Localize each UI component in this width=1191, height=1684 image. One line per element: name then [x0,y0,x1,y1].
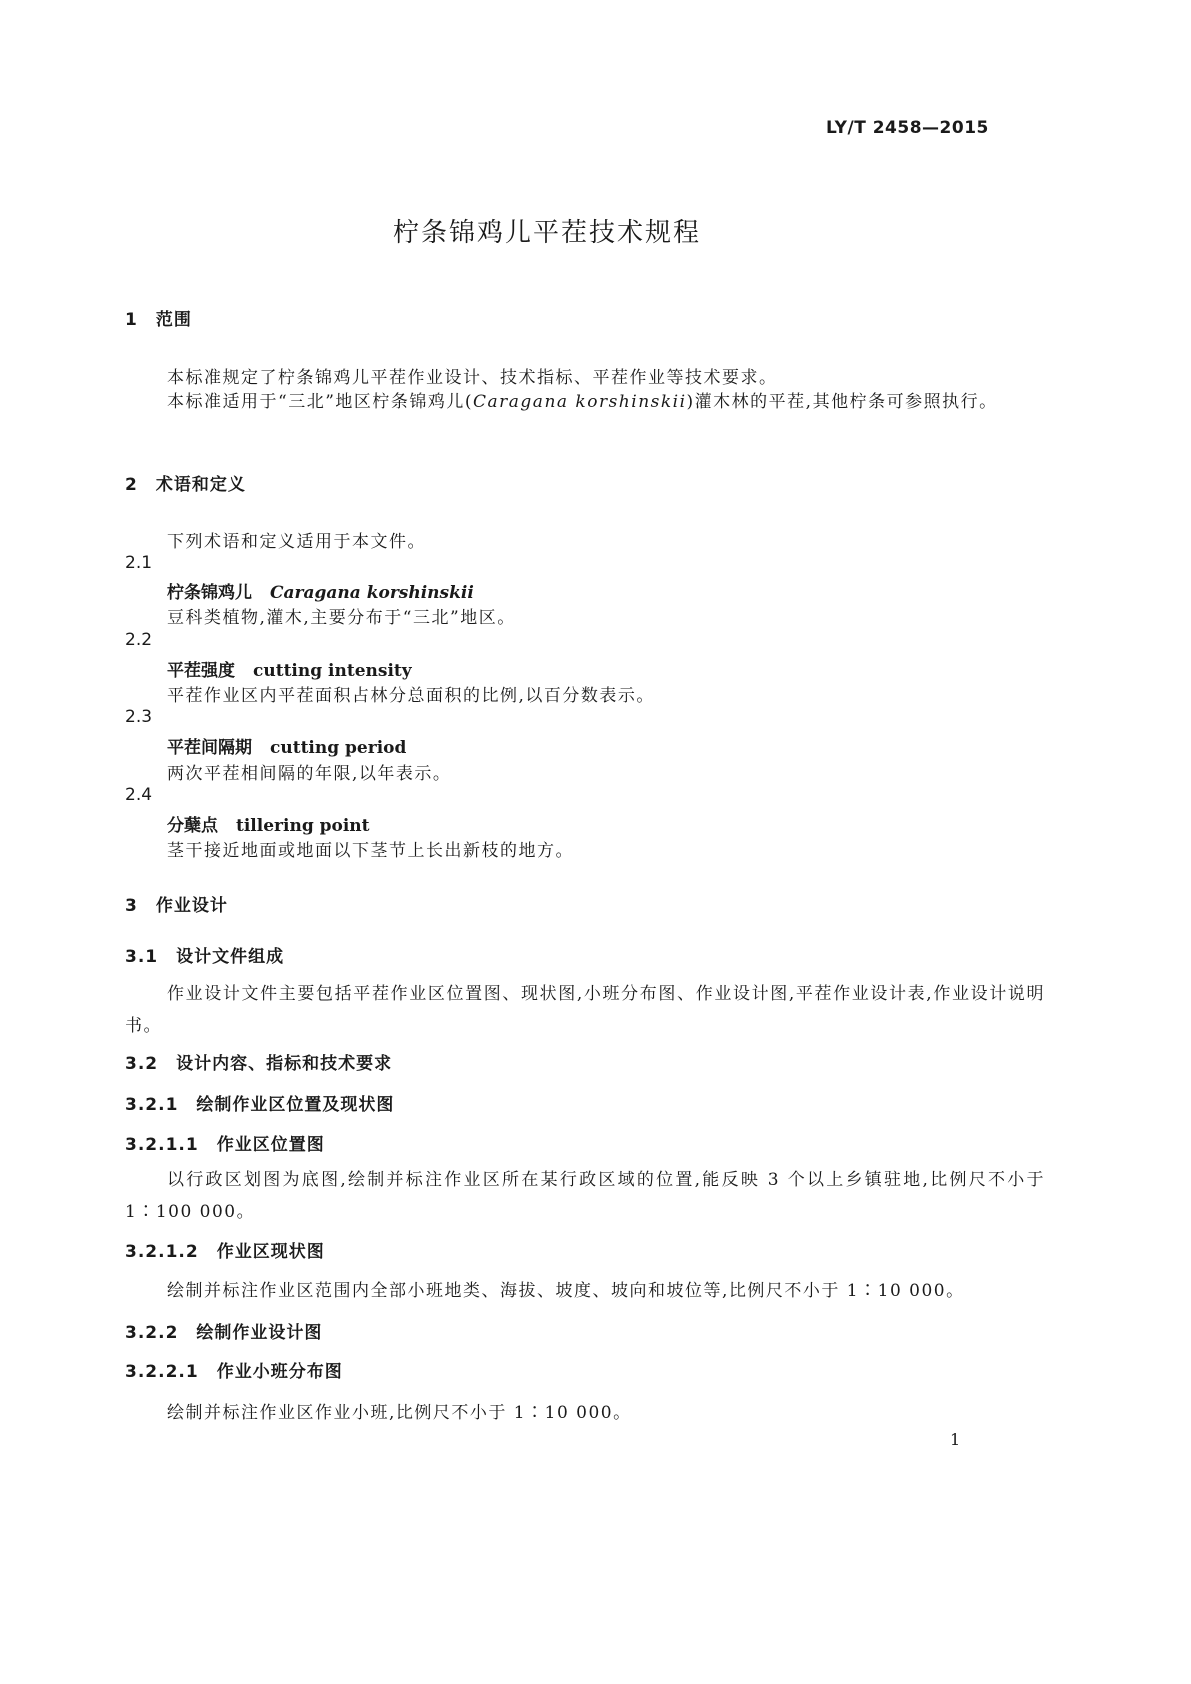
term-number: 2.2 [125,630,153,650]
section-3-2-1-heading: 3.2.1 绘制作业区位置及现状图 [125,1095,395,1115]
section-3-2-2-1-heading: 3.2.2.1 作业小班分布图 [125,1362,343,1382]
term-chinese: 柠条锦鸡儿 [167,583,252,603]
scientific-name: Caragana korshinskii [473,392,687,412]
term-definition: 两次平茬相间隔的年限,以年表示。 [167,764,452,784]
term-number: 2.4 [125,785,153,805]
page-title: 柠条锦鸡儿平茬技术规程 [393,218,702,248]
section-3-2-2-1-text: 绘制并标注作业区作业小班,比例尺不小于 1∶10 000。 [167,1403,632,1423]
section-3-1-text: 作业设计文件主要包括平茬作业区位置图、现状图,小班分布图、作业设计图,平茬作业设计表,作业设计说明书。 [125,984,1045,1036]
section-1-paragraph-2 [125,386,1045,418]
term-number: 2.1 [125,553,153,573]
term-chinese: 平茬强度 [167,661,235,681]
section-2-intro: 下列术语和定义适用于本文件。 [167,532,426,552]
term-english: cutting period [270,738,407,758]
section-2-heading: 2 术语和定义 [125,475,246,495]
section-3-2-1-2-heading: 3.2.1.2 作业区现状图 [125,1242,325,1262]
section-3-2-heading: 3.2 设计内容、指标和技术要求 [125,1054,393,1074]
term-number: 2.3 [125,707,153,727]
term-title [167,811,370,836]
term-definition: 茎干接近地面或地面以下茎节上长出新枝的地方。 [167,841,574,861]
paragraph-2-text-after: )灌木林的平茬,其他柠条可参照执行。 [686,392,998,412]
standard-code: LY/T 2458—2015 [826,118,989,138]
section-3-2-1-1-text: 以行政区划图为底图,绘制并标注作业区所在某行政区域的位置,能反映 3 个以上乡镇驻地,比例尺不小于 1∶100 000。 [125,1170,1045,1222]
page-number: 1 [950,1430,961,1449]
term-chinese: 平茬间隔期 [167,738,252,758]
section-3-1-heading: 3.1 设计文件组成 [125,947,285,967]
section-3-2-2-heading: 3.2.2 绘制作业设计图 [125,1323,323,1343]
section-3-2-1-1-heading: 3.2.1.1 作业区位置图 [125,1135,325,1155]
section-1-paragraph-1: 本标准规定了柠条锦鸡儿平茬作业设计、技术指标、平茬作业等技术要求。 [167,368,778,388]
term-english: tillering point [236,816,370,836]
term-title [167,733,406,758]
section-1-heading: 1 范围 [125,310,192,330]
section-3-2-1-2-text: 绘制并标注作业区范围内全部小班地类、海拔、坡度、坡向和坡位等,比例尺不小于 1∶10 000。 [167,1281,965,1301]
term-title [167,656,412,681]
term-definition: 平茬作业区内平茬面积占林分总面积的比例,以百分数表示。 [167,686,655,706]
term-definition: 豆科类植物,灌木,主要分布于“三北”地区。 [167,608,516,628]
term-english: cutting intensity [253,661,412,681]
term-english: Caragana korshinskii [270,583,474,603]
term-title [167,578,474,603]
paragraph-2-text-before: 本标准适用于“三北”地区柠条锦鸡儿( [167,392,474,412]
section-3-heading: 3 作业设计 [125,896,228,916]
term-chinese: 分蘖点 [167,816,218,836]
